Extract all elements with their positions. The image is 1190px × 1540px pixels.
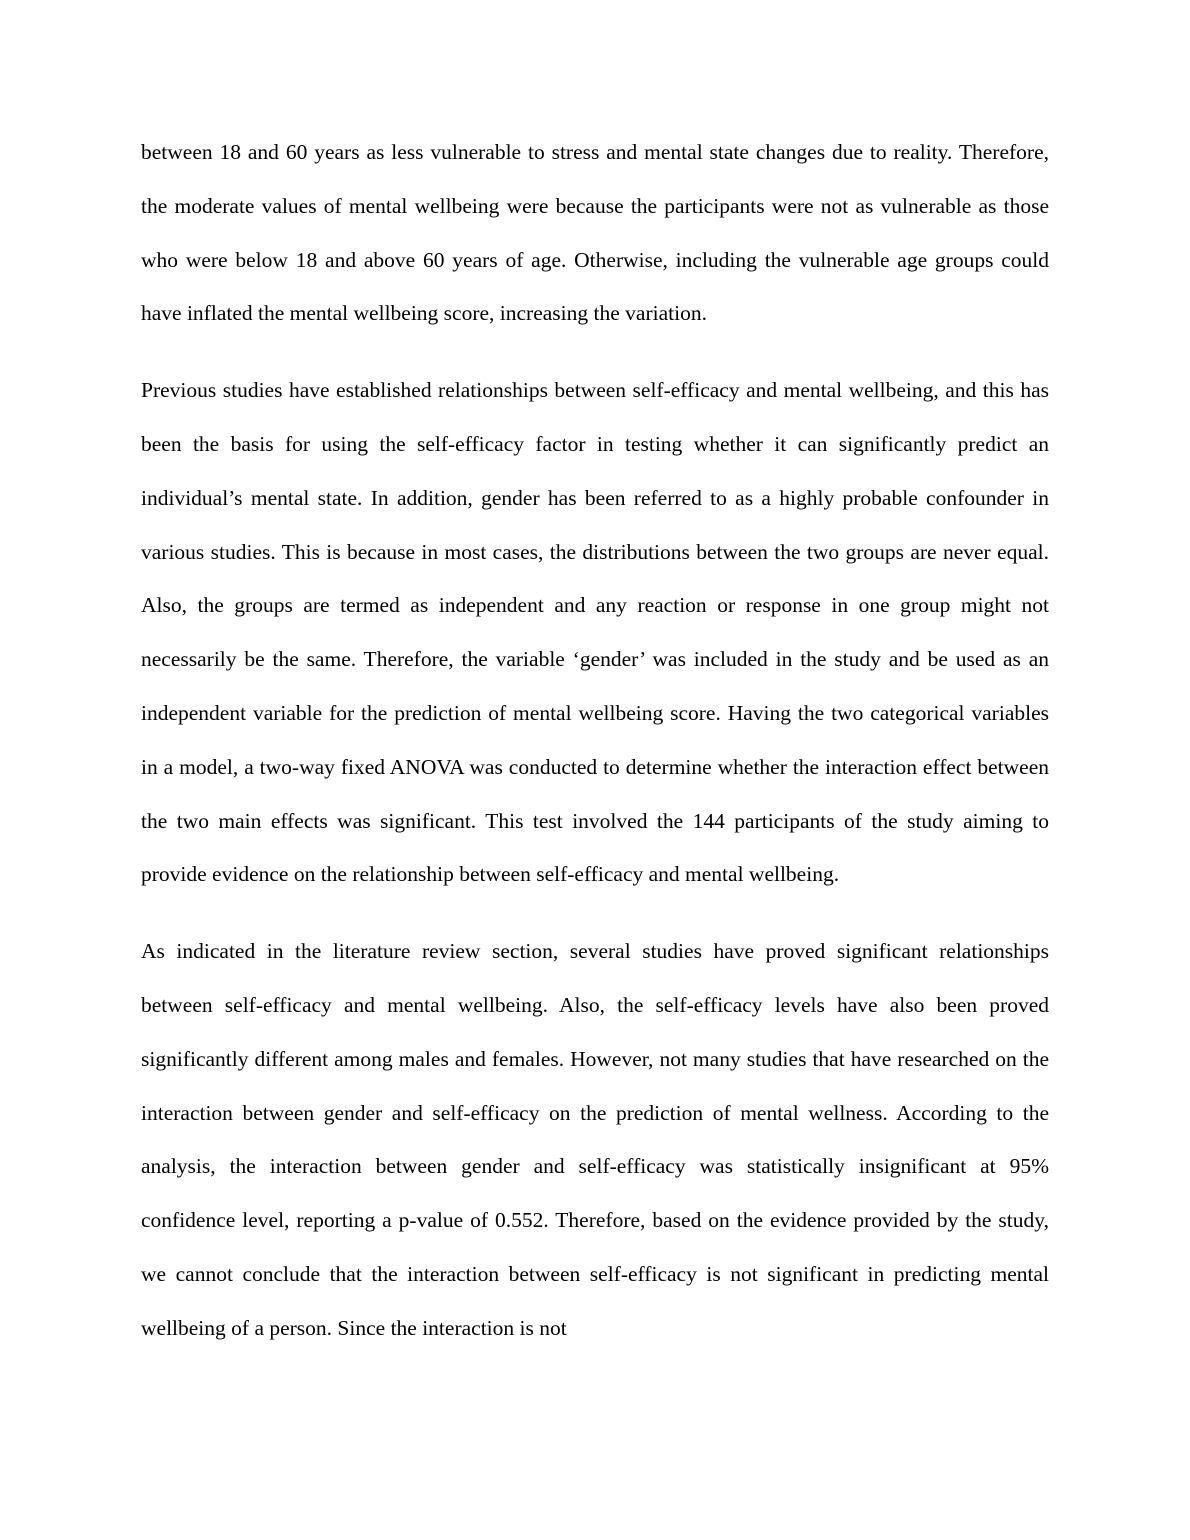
- paragraph-2: Previous studies have established relationships between self-efficacy and mental wellbeing, and this has been the basis for using the self-efficacy factor in testing whether it can significantly predict an individual’s mental state. In addition, gender has been referred to as a highly probable confounder in various studies. This is because in most cases, the distributions between the two groups are never equal. Also, the groups are termed as independent and any reaction or response in one group might not necessarily be the same. Therefore, the variable ‘gender’ was included in the study and be used as an independent variable for the prediction of mental wellbeing score. Having the two categorical variables in a model, a two-way fixed ANOVA was conducted to determine whether the interaction effect between the two main effects was significant. This test involved the 144 participants of the study aiming to provide evidence on the relationship between self-efficacy and mental wellbeing.: [141, 378, 1049, 887]
- paragraph-1: between 18 and 60 years as less vulnerable to stress and mental state changes due to reality. Therefore, the moderate values of mental wellbeing were because the participants were not as vulnerable as those who were below 18 and above 60 years of age. Otherwise, including the vulnerable age groups could have inflated the mental wellbeing score, increasing the variation.: [141, 140, 1049, 326]
- document-page: [141, 126, 1049, 1379]
- paragraph-3: As indicated in the literature review section, several studies have proved significant relationships between self-efficacy and mental wellbeing. Also, the self-efficacy levels have also been proved significantly different among males and females. However, not many studies that have researched on the interaction between gender and self-efficacy on the prediction of mental wellness. According to the analysis, the interaction between gender and self-efficacy was statistically insignificant at 95% confidence level, reporting a p-value of 0.552. Therefore, based on the evidence provided by the study, we cannot conclude that the interaction between self-efficacy is not significant in predicting mental wellbeing of a person. Since the interaction is not: [141, 939, 1049, 1340]
